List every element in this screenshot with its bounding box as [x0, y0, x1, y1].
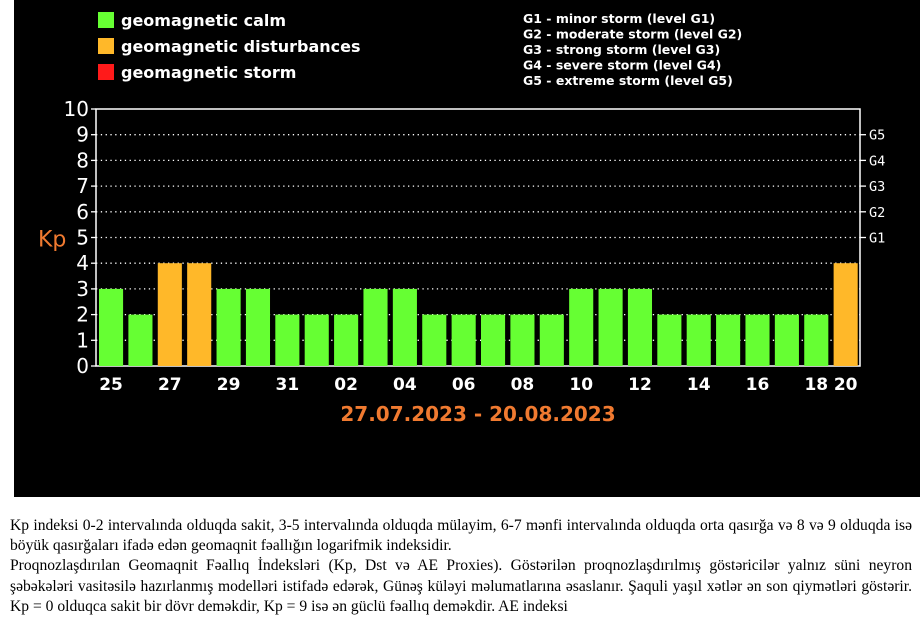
kp-bar — [158, 263, 182, 366]
g-tick-label: G5 — [869, 127, 886, 144]
kp-bar — [657, 315, 681, 366]
legend-label-2: geomagnetic disturbances — [121, 37, 361, 56]
caption-paragraph-2: Proqnozlaşdırılan Geomaqnit Fəallıq İndeksləri (Kp, Dst və AE Proxies). Göstərilən proqnozlaşdırılmış göstəricilər yalnız süni neyron şəbəkələri vasitəsilə hazırlanmış modelləri istifadə edərək, Günəş küləyi məlumatlarına əsaslanır. Şaquli yaşıl xətlər ən son qiymətləri göstərir. Kp = 0 olduqca sakit bir dövr deməkdir, Kp = 9 isə ən güclü fəallıq deməkdir. AE indeksi — [10, 557, 912, 615]
y-tick-label: 9 — [76, 122, 89, 147]
kp-bar — [716, 315, 740, 366]
legend-label-3: geomagnetic storm — [121, 63, 297, 82]
kp-bar — [481, 315, 505, 366]
kp-bar — [393, 289, 417, 366]
kp-chart-panel — [14, 0, 920, 497]
storm-level-4: G4 - severe storm (level G4) — [523, 57, 722, 73]
x-tick-label: 04 — [393, 375, 417, 395]
y-tick-label: 4 — [76, 251, 89, 276]
legend-swatch-2 — [98, 38, 114, 54]
y-tick-label: 10 — [63, 97, 89, 121]
x-tick-label: 16 — [745, 375, 770, 395]
kp-bar — [775, 315, 799, 366]
y-tick-label: 0 — [76, 354, 89, 378]
legend-swatch-1 — [98, 12, 114, 28]
x-tick-label: 25 — [99, 375, 123, 395]
kp-bar — [99, 289, 123, 366]
storm-level-1: G1 - minor storm (level G1) — [523, 11, 716, 26]
x-tick-label: 18 — [804, 375, 829, 395]
kp-bar — [334, 315, 358, 366]
y-axis-label: Kp — [38, 227, 67, 253]
kp-bar — [628, 289, 652, 366]
x-tick-label: 12 — [628, 375, 652, 395]
kp-bar — [804, 315, 828, 366]
kp-bar — [834, 263, 858, 366]
kp-bar — [510, 315, 534, 366]
y-tick-label: 2 — [76, 302, 89, 327]
legend-label-1: geomagnetic calm — [121, 11, 287, 30]
x-tick-label: 06 — [451, 375, 476, 395]
kp-bar — [187, 263, 211, 366]
storm-level-5: G5 - extreme storm (level G5) — [523, 73, 733, 88]
kp-bar — [569, 289, 593, 366]
x-tick-label: 29 — [216, 375, 241, 395]
y-tick-label: 8 — [76, 148, 89, 173]
caption-paragraph-1: Kp indeksi 0-2 intervalında olduqda sakit, 3-5 intervalında olduqda mülayim, 6-7 mənfi intervalında olduqda orta qasırğa və 8 və 9 olduqda isə böyük qasırğaları ifadə edən geomaqnit fəallığın logarifmik indeksidir. — [10, 517, 912, 555]
kp-bar — [422, 315, 446, 366]
caption — [10, 516, 912, 617]
x-tick-label: 27 — [157, 375, 182, 395]
kp-bar — [128, 315, 152, 366]
kp-bar — [217, 289, 241, 366]
x-tick-label: 14 — [686, 375, 711, 395]
storm-level-3: G3 - strong storm (level G3) — [523, 42, 721, 57]
x-tick-label: 10 — [569, 375, 594, 395]
kp-bar — [599, 289, 623, 366]
kp-bar — [452, 315, 476, 366]
date-range-label: 27.07.2023 - 20.08.2023 — [340, 402, 616, 426]
g-tick-label: G2 — [869, 204, 886, 221]
kp-bar — [305, 315, 329, 366]
y-tick-label: 6 — [76, 199, 89, 224]
x-tick-label: 20 — [833, 375, 858, 395]
kp-bar — [275, 315, 299, 366]
y-tick-label: 3 — [76, 276, 89, 301]
kp-bar — [363, 289, 387, 366]
g-tick-label: G4 — [869, 153, 886, 170]
x-tick-label: 31 — [275, 375, 300, 395]
y-tick-label: 7 — [76, 174, 89, 199]
x-tick-label: 02 — [334, 375, 358, 395]
kp-chart — [14, 0, 920, 497]
g-tick-label: G1 — [869, 230, 886, 247]
y-tick-label: 1 — [76, 328, 89, 353]
legend-swatch-3 — [98, 64, 114, 80]
storm-level-2: G2 - moderate storm (level G2) — [523, 26, 743, 42]
x-tick-label: 08 — [510, 375, 535, 395]
y-tick-label: 5 — [76, 225, 89, 250]
kp-bar — [540, 315, 564, 366]
kp-bar — [745, 315, 769, 366]
g-tick-label: G3 — [869, 179, 886, 196]
kp-bar — [246, 289, 270, 366]
kp-bar — [687, 315, 711, 366]
